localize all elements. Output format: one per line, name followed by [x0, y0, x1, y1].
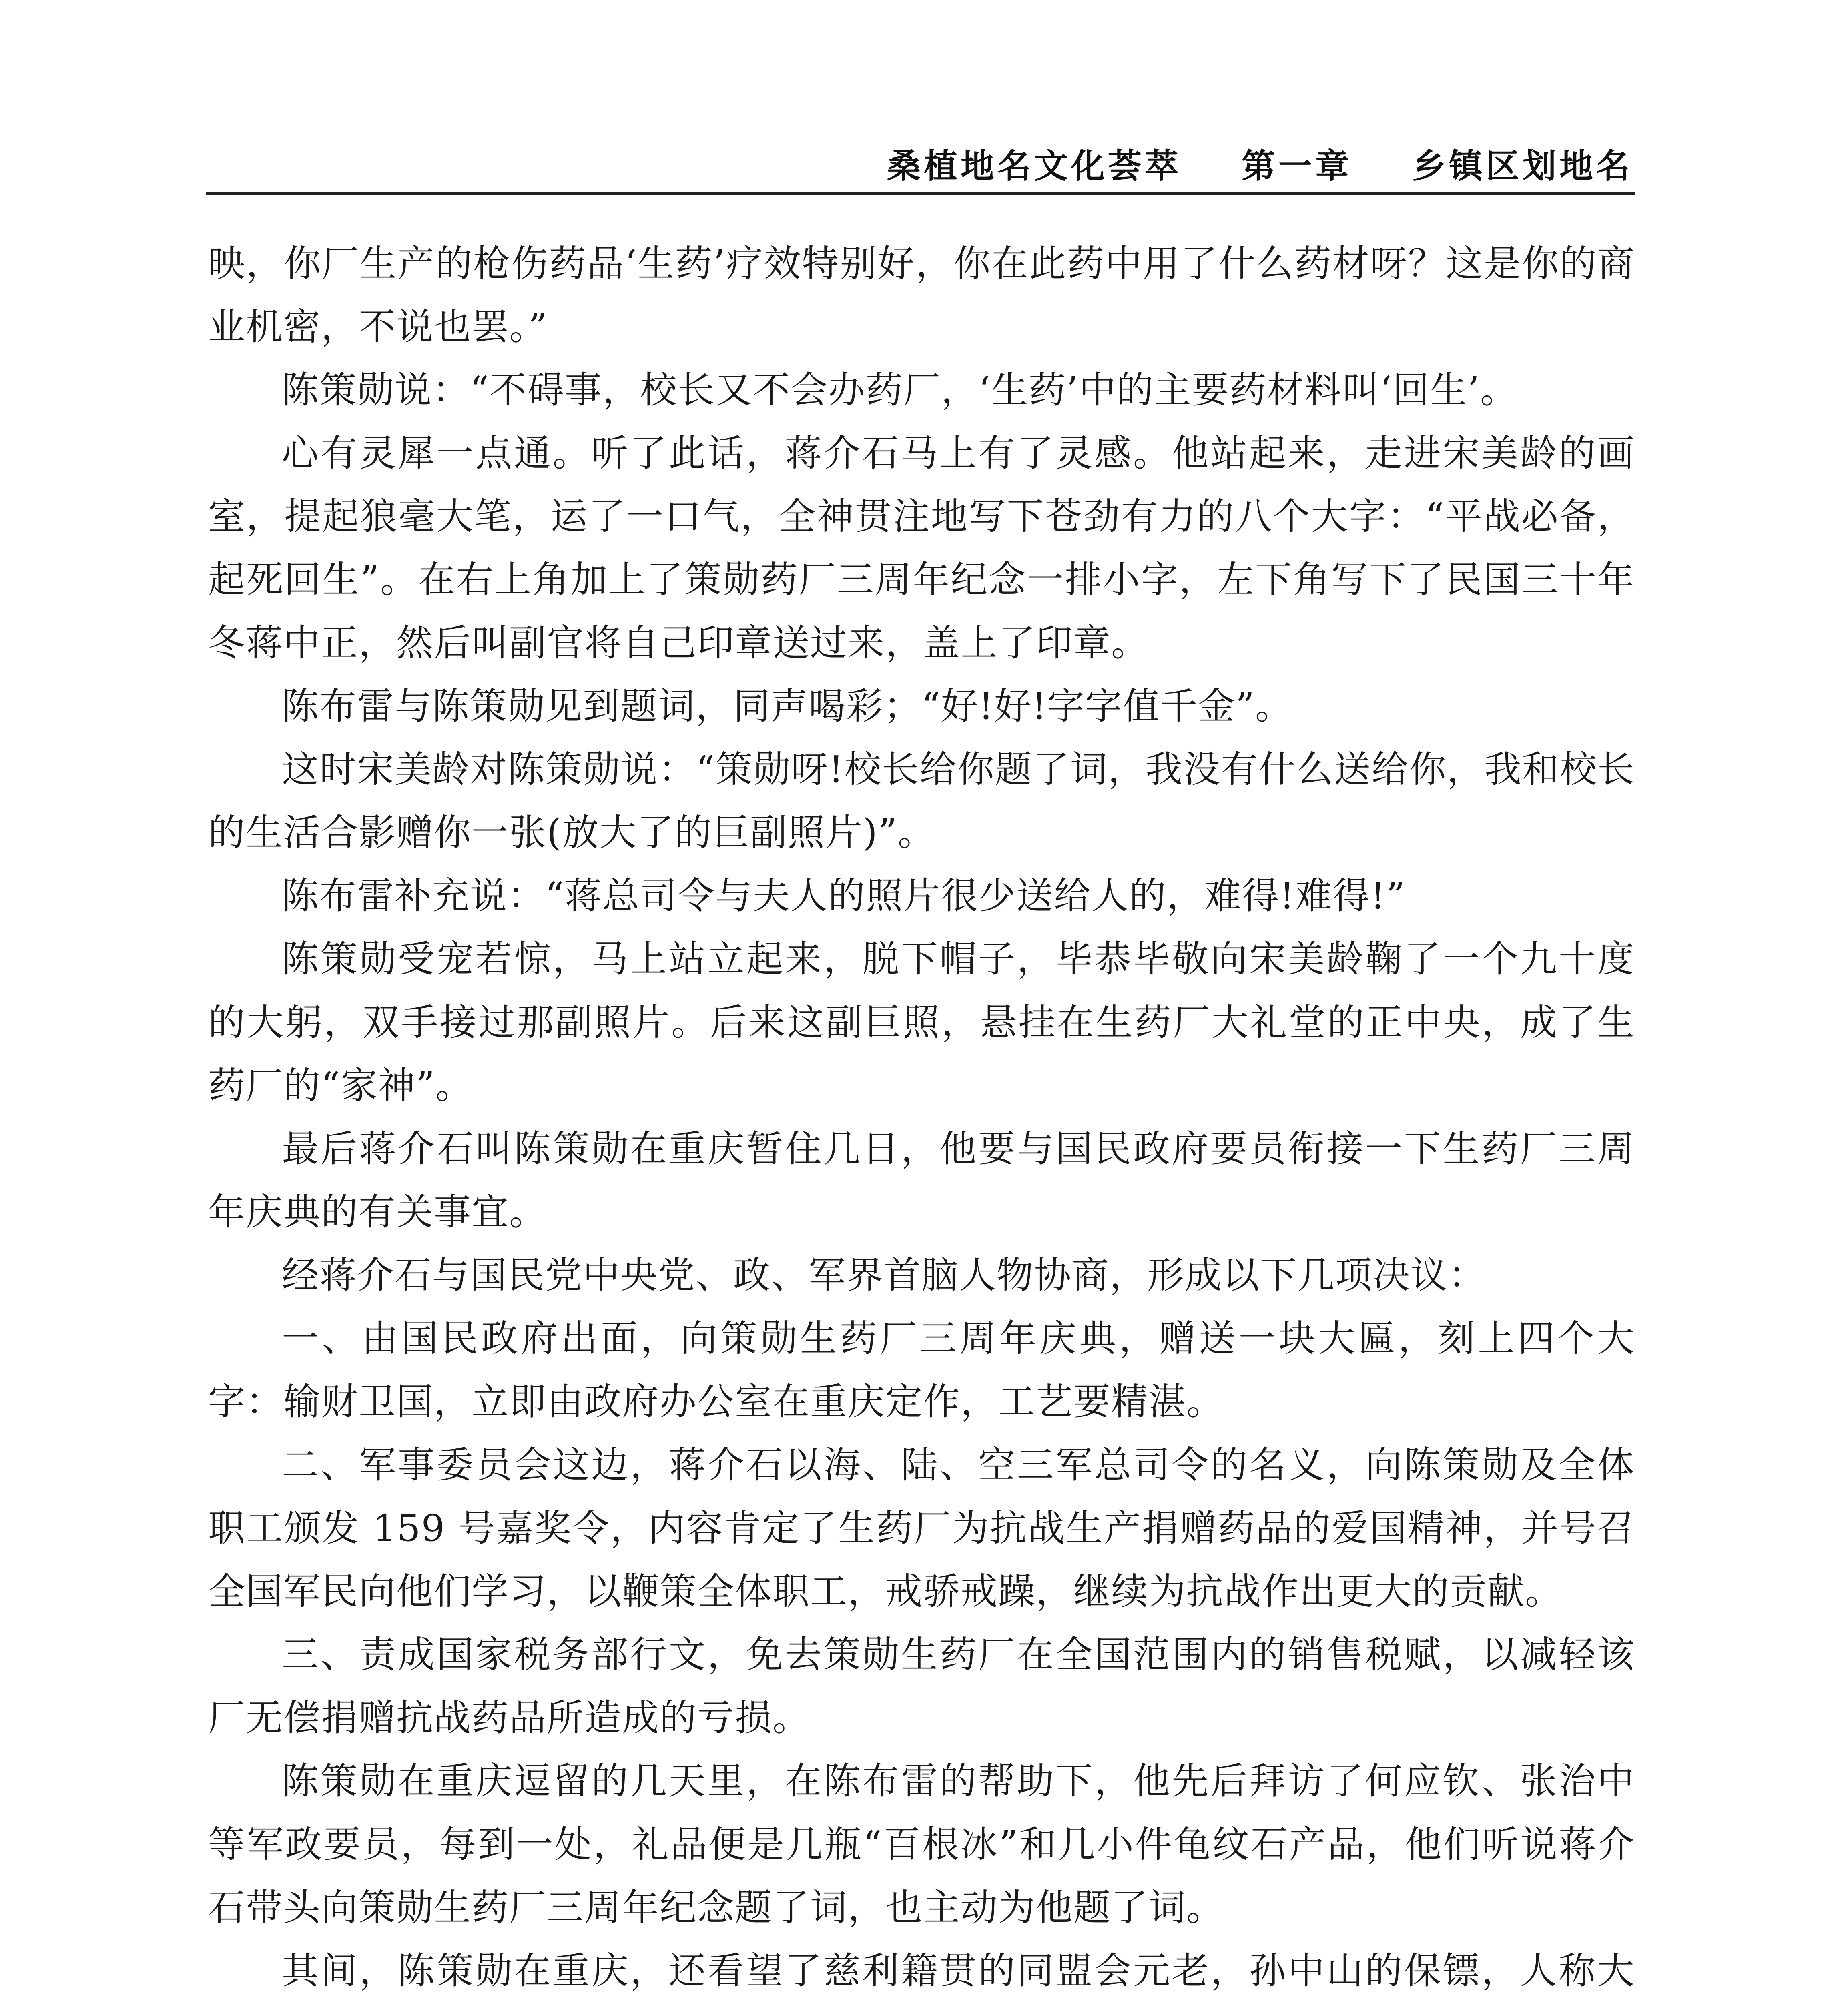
- paragraph: 三、责成国家税务部行文，免去策勋生药厂在全国范围内的销售税赋，以减轻该厂无偿捐赠抗战药品所造成的亏损。: [208, 1633, 1635, 1739]
- paragraph: 这时宋美龄对陈策勋说：“策勋呀!校长给你题了词，我没有什么送给你，我和校长的生活合影赠你一张(放大了的巨副照片)”。: [208, 748, 1635, 854]
- header-chapter: 第一章: [1241, 146, 1352, 186]
- paragraph: 陈策勋受宠若惊，马上站立起来，脱下帽子，毕恭毕敬向宋美龄鞠了一个九十度的大躬，双手接过那副照片。后来这副巨照，悬挂在生药厂大礼堂的正中央，成了生药厂的“家神”。: [208, 938, 1635, 1107]
- paragraph: 陈策勋在重庆逗留的几天里，在陈布雷的帮助下，他先后拜访了何应钦、张治中等军政要员，每到一处，礼品便是几瓶“百根冰”和几小件龟纹石产品，他们听说蒋介石带头向策勋生药厂三周年纪念题了词，也主动为他题了词。: [208, 1760, 1635, 1929]
- paragraph: 心有灵犀一点通。听了此话，蒋介石马上有了灵感。他站起来，走进宋美龄的画室，提起狼毫大笔，运了一口气，全神贯注地写下苍劲有力的八个大字：“平战必备，起死回生”。在右上角加上了策勋药厂三周年纪念一排小字，左下角写下了民国三十年冬蒋中正，然后叫副官将自己印章送过来，盖上了印章。: [208, 432, 1635, 664]
- paragraph: 其间，陈策勋在重庆，还看望了慈利籍贯的同盟会元老，孙中山的保镖，人称大: [282, 1949, 1635, 1992]
- paragraph: 陈策勋说：“不碍事，校长又不会办药厂，‘生药’中的主要药材料叫‘回生’。: [282, 369, 1518, 411]
- header-title: [887, 139, 1633, 188]
- paragraph: 一、由国民政府出面，向策勋生药厂三周年庆典，赠送一块大匾，刻上四个大字：输财卫国，立即由政府办公室在重庆定作，工艺要精湛。: [208, 1317, 1635, 1423]
- paragraph: 映，你厂生产的枪伤药品‘生药’疗效特别好，你在此药中用了什么药材呀？这是你的商业机密，不说也罢。”: [208, 242, 1635, 348]
- paragraph: 陈布雷与陈策勋见到题词，同声喝彩；“好!好!字字值千金”。: [282, 685, 1293, 728]
- header-book-title: 桑植地名文化荟萃: [887, 146, 1182, 186]
- header-rule: [206, 192, 1635, 195]
- paragraph: 二、军事委员会这边，蒋介石以海、陆、空三军总司令的名义，向陈策勋及全体职工颁发 159 号嘉奖令，内容肯定了生药厂为抗战生产捐赠药品的爱国精神，并号召全国军民向他们学习，以鞭策全体职工，戒骄戒躁，继续为抗战作出更大的贡献。: [208, 1444, 1635, 1613]
- body-text: [208, 232, 1635, 2001]
- paragraph: 陈布雷补充说：“蒋总司令与夫人的照片很少送给人的，难得!难得!”: [282, 874, 1406, 917]
- header-section: 乡镇区划地名: [1412, 146, 1633, 186]
- paragraph: 经蒋介石与国民党中央党、政、军界首脑人物协商，形成以下几项决议：: [282, 1254, 1486, 1297]
- running-header: [208, 139, 1633, 187]
- paragraph: 最后蒋介石叫陈策勋在重庆暂住几日，他要与国民政府要员衔接一下生药厂三周年庆典的有关事宜。: [208, 1127, 1635, 1233]
